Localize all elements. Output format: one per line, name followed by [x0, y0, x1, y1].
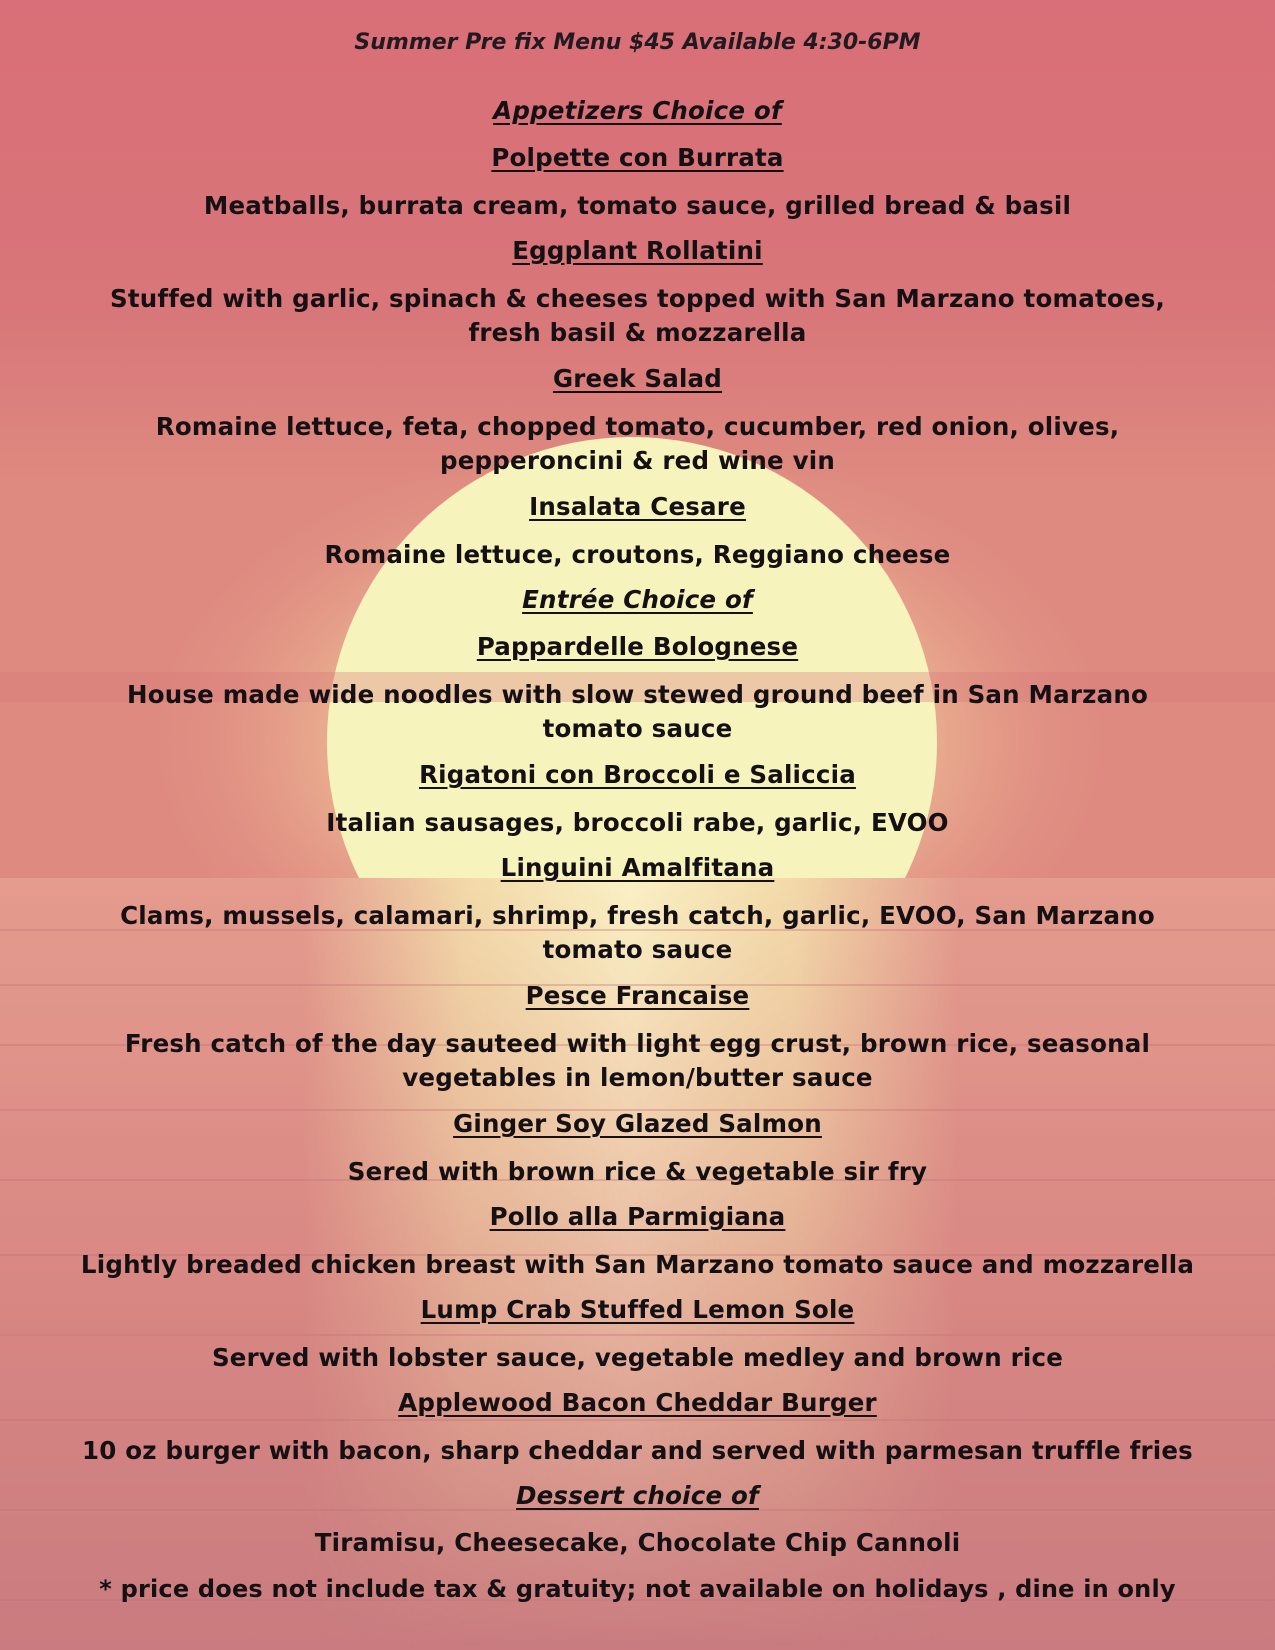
entree-desc: Lightly breaded chicken breast with San Marzano tomato sauce and mozzarella: [80, 1250, 1195, 1279]
entree-desc: Clams, mussels, calamari, shrimp, fresh catch, garlic, EVOO, San Marzano tomato sauce: [120, 901, 1155, 964]
appetizer-desc: Stuffed with garlic, spinach & cheeses topped with San Marzano tomatoes, fresh basil & mozzarella: [109, 284, 1166, 347]
appetizer-name: Polpette con Burrata: [491, 143, 784, 172]
appetizer-desc: Romaine lettuce, croutons, Reggiano cheese: [324, 540, 951, 569]
entree-name: Applewood Bacon Cheddar Burger: [398, 1388, 877, 1417]
entree-name: Pollo alla Parmigiana: [489, 1202, 786, 1231]
entree-name: Linguini Amalfitana: [500, 853, 775, 882]
desserts-heading: Dessert choice of: [516, 1481, 759, 1510]
entrees-heading: Entrée Choice of: [522, 585, 753, 614]
appetizer-name: Insalata Cesare: [529, 492, 746, 521]
entree-desc: Fresh catch of the day sauteed with light egg crust, brown rice, seasonal vegetables in lemon/butter sauce: [124, 1029, 1151, 1092]
menu-title: Summer Pre fix Menu $45 Available 4:30-6PM: [354, 30, 921, 55]
entree-name: Rigatoni con Broccoli e Saliccia: [419, 760, 856, 789]
appetizers-heading: Appetizers Choice of: [493, 96, 782, 125]
entree-name: Pesce Francaise: [525, 981, 750, 1010]
entree-desc: Served with lobster sauce, vegetable medley and brown rice: [211, 1343, 1064, 1372]
entree-desc: 10 oz burger with bacon, sharp cheddar and served with parmesan truffle fries: [82, 1436, 1193, 1465]
entree-desc: Italian sausages, broccoli rabe, garlic, EVOO: [326, 808, 949, 837]
entree-name: Ginger Soy Glazed Salmon: [453, 1109, 822, 1138]
entree-name: Lump Crab Stuffed Lemon Sole: [420, 1295, 855, 1324]
appetizer-desc: Romaine lettuce, feta, chopped tomato, cucumber, red onion, olives, pepperoncini & red wine vin: [155, 412, 1120, 475]
footnote: * price does not include tax & gratuity; not available on holidays , dine in only: [99, 1575, 1176, 1603]
appetizer-name: Eggplant Rollatini: [512, 236, 763, 265]
appetizer-desc: Meatballs, burrata cream, tomato sauce, grilled bread & basil: [203, 191, 1072, 220]
entree-desc: Sered with brown rice & vegetable sir fry: [347, 1157, 928, 1186]
dessert-items: Tiramisu, Cheesecake, Chocolate Chip Cannoli: [314, 1528, 961, 1557]
appetizer-name: Greek Salad: [552, 364, 723, 393]
entree-desc: House made wide noodles with slow stewed ground beef in San Marzano tomato sauce: [127, 680, 1148, 743]
entree-name: Pappardelle Bolognese: [476, 632, 799, 661]
